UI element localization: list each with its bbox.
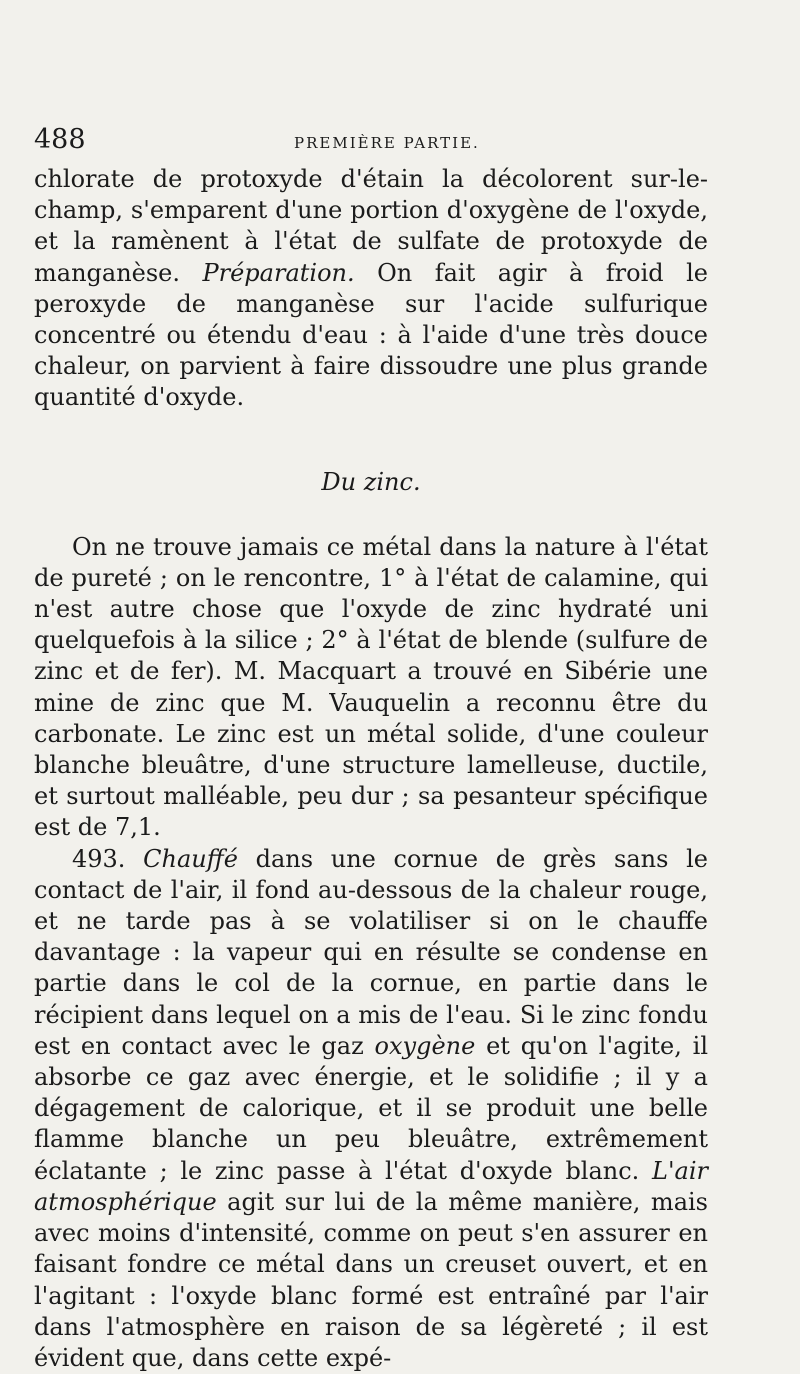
paragraph-number: 493.	[72, 844, 144, 873]
page-number: 488	[34, 124, 86, 155]
running-head: PREMIÈRE PARTIE.	[294, 134, 480, 152]
text-run: et qu'on l'agite, il absorbe ce gaz avec énergie, et le solidifie ; il y a dégagement de calorique, et il se produit une belle flamme blanche un peu bleuâtre, extrêmement éclatante ; le zinc passe à l'état d'oxyde blanc.	[34, 1031, 708, 1185]
italic-run: Préparation.	[202, 258, 355, 287]
text-run: agit sur lui de la même manière, mais avec moins d'intensité, comme on peut s'en assurer en faisant fondre ce métal dans un creuset ouvert, et en l'agitant : l'oxyde blanc formé est entraîné par l'air dans l'atmosphère en raison de sa légèreté ; il est évident que, dans cette expé-	[34, 1187, 708, 1372]
italic-run: oxygène	[374, 1031, 476, 1060]
text-run: chlorate de protoxyde d'étain la décolorent sur-le-champ, s'emparent d'une portion d'oxygène de l'oxyde, et la ramènent à l'état de sulfate de protoxyde de manganèse.	[34, 165, 708, 287]
paragraph-zinc-intro: On ne trouve jamais ce métal dans la nature à l'état de pureté ; on le rencontre, 1° à l'état de calamine, qui n'est autre chose que l'oxyde de zinc hydraté uni quelquefois à la silice ; 2° à l'état de blende (sulfure de zinc et de fer). M. Macquart a trouvé en Sibérie une mine de zinc que M. Vauquelin a reconnu être du carbonate. Le zinc est un métal solide, d'une couleur blanche bleuâtre, d'une structure lamelleuse, ductile, et surtout malléable, peu dur ; sa pesanteur spécifique est de 7,1.	[34, 532, 708, 842]
text-run: On fait agir à froid le peroxyde de manganèse sur l'acide sulfurique concentré ou étendu d'eau : à l'aide d'une très douce chaleur, on parvient à faire dissoudre une plus grande quantité d'oxyde.	[34, 258, 708, 412]
italic-run: Chauffé	[143, 844, 238, 873]
italic-run: L'air atmosphérique	[34, 1156, 708, 1216]
text-run: dans une cornue de grès sans le contact de l'air, il fond au-dessous de la chaleur rouge, et ne tarde pas à se volatiliser si on le chauffe davantage : la vapeur qui en résulte se condense en partie dans le col de la cornue, en partie dans le récipient dans lequel on a mis de l'eau. Si le zinc fondu est en contact avec le gaz	[34, 844, 708, 1060]
paragraph-manganese-end	[34, 164, 708, 414]
page-header	[34, 124, 708, 164]
section-heading: Du zinc.	[321, 467, 421, 496]
paragraph-493	[34, 844, 708, 1374]
